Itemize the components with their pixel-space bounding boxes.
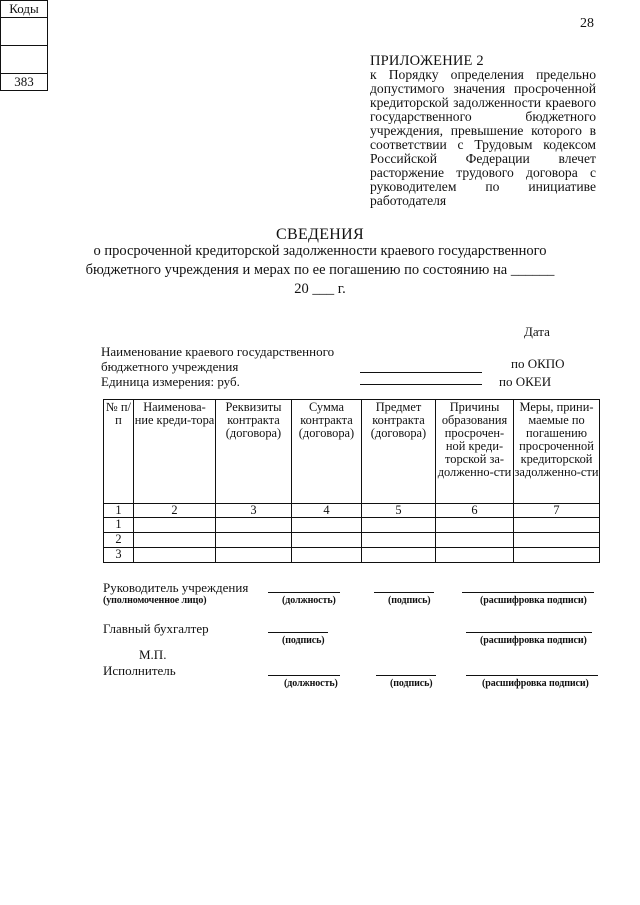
institution-name-line [360, 372, 482, 373]
subtitle-line-3: 20 ___ г. [294, 281, 346, 297]
header-col-1: № п/п [104, 400, 134, 504]
accountant-signature-caption: (подпись) [282, 635, 325, 646]
table-cell [514, 518, 600, 533]
date-label: Дата [524, 324, 550, 339]
column-number: 1 [104, 504, 134, 518]
column-number: 5 [362, 504, 436, 518]
header-col-2: Наименова-ние креди-тора [134, 400, 216, 504]
accountant-decoding-caption: (расшифровка подписи) [480, 635, 587, 646]
table-row [104, 518, 600, 533]
okpo-label: по ОКПО [511, 356, 565, 371]
codes-table [0, 0, 48, 91]
institution-name-label-2: бюджетного учреждения [101, 359, 239, 374]
table-cell [436, 518, 514, 533]
executor-position-caption: (должность) [284, 678, 338, 689]
code-date-cell [1, 18, 48, 46]
unit-line [360, 384, 482, 385]
table-cell [134, 518, 216, 533]
table-cell [436, 533, 514, 548]
table-cell [292, 518, 362, 533]
appendix-text: к Порядку определения предельно допустимого значения просроченной кредиторской задолженности краевого государственного бюджетного учреждения, превышение которого в соответствии с Трудовым кодексом Российской Федерации влечет расторжение трудового договора с руководителем по инициативе работодателя [370, 67, 596, 208]
table-cell [362, 518, 436, 533]
table-cell [436, 548, 514, 563]
table-cell [292, 533, 362, 548]
head-decoding-caption: (расшифровка подписи) [480, 595, 587, 606]
accountant-signature-line [268, 632, 328, 633]
column-number: 3 [216, 504, 292, 518]
page-number: 28 [580, 16, 594, 31]
table-cell [292, 548, 362, 563]
head-position-line [268, 592, 340, 593]
executor-signature-line [376, 675, 436, 676]
column-number: 4 [292, 504, 362, 518]
header-col-7: Меры, прини-маемые по погашению просроченной кредиторской задолженно-сти [514, 400, 600, 504]
column-number: 2 [134, 504, 216, 518]
code-okpo-cell [1, 46, 48, 74]
table-cell [134, 548, 216, 563]
accountant-decoding-line [466, 632, 592, 633]
head-signature-line [374, 592, 434, 593]
head-signature-caption: (подпись) [388, 595, 431, 606]
executor-decoding-caption: (расшифровка подписи) [482, 678, 589, 689]
document-heading: СВЕДЕНИЯ [276, 226, 364, 243]
codes-header: Коды [1, 1, 48, 18]
appendix-title: ПРИЛОЖЕНИЕ 2 [370, 53, 484, 69]
appendix-block [370, 54, 596, 208]
executor-signature-caption: (подпись) [390, 678, 433, 689]
accountant-label: Главный бухгалтер [103, 621, 209, 636]
table-cell [514, 548, 600, 563]
header-col-5: Предмет контракта (договора) [362, 400, 436, 504]
table-cell [514, 533, 600, 548]
subtitle-line-2: бюджетного учреждения и мерах по ее погашению по состоянию на ______ [85, 262, 555, 278]
header-col-3: Реквизиты контракта (договора) [216, 400, 292, 504]
debt-table [103, 399, 600, 563]
executor-position-line [268, 675, 340, 676]
head-position-caption: (должность) [282, 595, 336, 606]
table-cell [362, 548, 436, 563]
okei-label: по ОКЕИ [499, 374, 552, 389]
column-number: 7 [514, 504, 600, 518]
table-cell [362, 533, 436, 548]
institution-name-label-1: Наименование краевого государственного [101, 344, 335, 359]
table-cell [216, 548, 292, 563]
code-okei-cell: 383 [1, 74, 48, 91]
row-number: 3 [104, 548, 134, 563]
head-sublabel: (уполномоченное лицо) [103, 595, 207, 606]
table-row [104, 533, 600, 548]
table-cell [134, 533, 216, 548]
row-number: 1 [104, 518, 134, 533]
header-col-4: Сумма контракта (договора) [292, 400, 362, 504]
table-cell [216, 533, 292, 548]
head-decoding-line [462, 592, 594, 593]
row-number: 2 [104, 533, 134, 548]
stamp-label: М.П. [139, 647, 167, 662]
subtitle-line-1: о просроченной кредиторской задолженности краевого государственного [93, 243, 547, 259]
executor-label: Исполнитель [103, 663, 176, 678]
table-row [104, 548, 600, 563]
head-label: Руководитель учреждения [103, 580, 249, 595]
executor-decoding-line [466, 675, 598, 676]
header-col-6: Причины образования просрочен-ной креди-торской за-долженно-сти [436, 400, 514, 504]
table-cell [216, 518, 292, 533]
unit-label: Единица измерения: руб. [101, 374, 240, 389]
column-number: 6 [436, 504, 514, 518]
